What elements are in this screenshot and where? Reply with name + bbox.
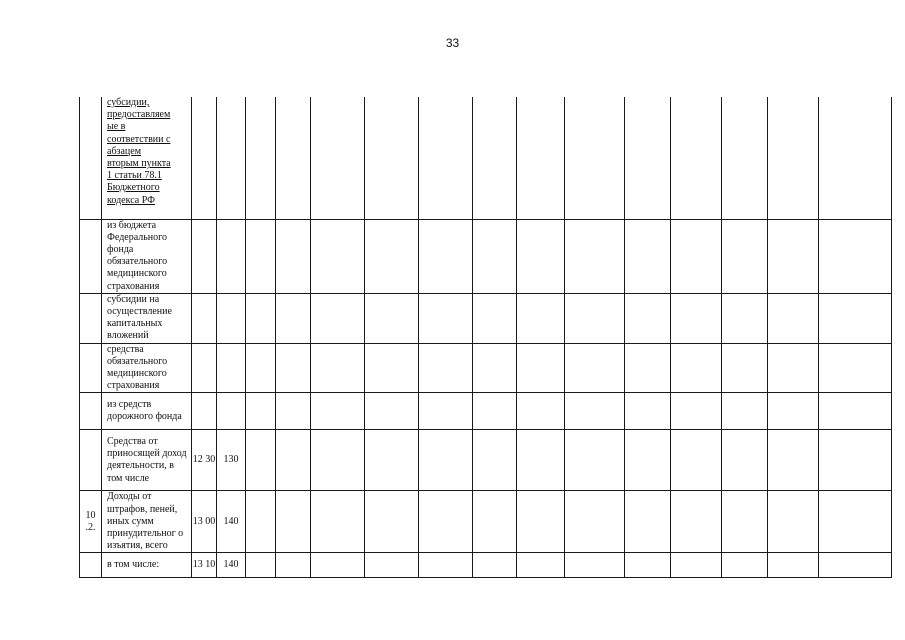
table-cell [722,393,768,430]
table-cell [768,553,819,578]
table-cell [276,430,311,491]
table-cell [671,430,722,491]
table-cell [819,293,892,343]
table-cell [365,343,419,393]
table-cell [276,293,311,343]
table-cell [311,343,365,393]
row-index [80,553,102,578]
table-cell [819,553,892,578]
row-kosgu: 140 [217,491,246,553]
table-cell [565,430,625,491]
description-line: кодекса РФ [107,194,155,206]
table-cell [246,219,276,293]
table-cell [671,491,722,553]
table-cell [722,97,768,219]
row-description: из средств дорожного фонда [102,393,192,430]
table-cell [722,553,768,578]
table-cell [419,430,473,491]
table-cell [246,97,276,219]
table-cell [722,430,768,491]
table-cell [419,343,473,393]
table-cell [246,430,276,491]
table-cell [246,343,276,393]
table-cell [768,393,819,430]
page-number: 33 [445,36,460,50]
table-cell [768,219,819,293]
table-cell [473,491,517,553]
row-code: 13 00 [192,491,217,553]
row-description: субсидии на осуществление капитальных вложений [102,293,192,343]
table-cell [819,219,892,293]
row-index [80,430,102,491]
table-cell [517,393,565,430]
table-cell [768,491,819,553]
table-cell [419,553,473,578]
row-code [192,343,217,393]
table-cell [625,343,671,393]
description-line: ые в [107,121,126,133]
table-cell [473,343,517,393]
table-cell [365,430,419,491]
description-line: абзацем [107,145,142,157]
table-cell [768,293,819,343]
table-cell [246,393,276,430]
table-cell [819,430,892,491]
row-kosgu [217,343,246,393]
row-kosgu [217,293,246,343]
table-cell [625,219,671,293]
table-cell [819,491,892,553]
row-description: Доходы от штрафов, пеней, иных сумм принудительног о изъятия, всего [102,491,192,553]
table-cell [671,293,722,343]
row-index [80,293,102,343]
table-cell [565,491,625,553]
table-cell [722,491,768,553]
row-index [80,97,102,219]
table-cell [246,553,276,578]
table-cell [565,343,625,393]
table-cell [625,430,671,491]
table-cell [311,430,365,491]
table-cell [722,343,768,393]
table-cell [565,293,625,343]
table-cell [517,219,565,293]
row-index: 10 .2. [80,491,102,553]
table-cell [565,219,625,293]
table-cell [365,97,419,219]
table-cell [311,491,365,553]
row-kosgu: 130 [217,430,246,491]
table-cell [671,219,722,293]
table-cell [722,293,768,343]
table-cell [419,293,473,343]
table-cell [419,491,473,553]
table-row [80,553,892,578]
row-description: Средства от приносящей доход деятельности, в том числе [102,430,192,491]
description-line: 1 статьи 78.1 [107,170,162,182]
row-code [192,393,217,430]
table-cell [365,393,419,430]
table-cell [276,491,311,553]
table-cell [276,97,311,219]
row-index [80,343,102,393]
table-cell [365,553,419,578]
table-cell [625,553,671,578]
description-line: субсидии, [107,97,150,108]
table-cell [246,293,276,343]
table-cell [819,393,892,430]
table-cell [276,219,311,293]
table-cell [819,97,892,219]
budget-table [79,97,892,578]
table-cell [671,343,722,393]
table-row [80,393,892,430]
row-code [192,293,217,343]
table-cell [311,553,365,578]
table-row [80,219,892,293]
table-cell [311,219,365,293]
table-cell [625,491,671,553]
row-kosgu: 140 [217,553,246,578]
table-cell [473,97,517,219]
table-cell [311,293,365,343]
table-cell [276,553,311,578]
table-row [80,430,892,491]
table-cell [565,393,625,430]
table-cell [311,393,365,430]
table-cell [419,393,473,430]
row-description: в том числе: [102,553,192,578]
description-line: вторым пункта [107,158,171,170]
row-kosgu [217,393,246,430]
table-cell [722,219,768,293]
description-line: предоставляем [107,109,171,121]
table-cell [276,343,311,393]
table-cell [517,430,565,491]
table-cell [311,97,365,219]
table-cell [473,219,517,293]
table-cell [365,219,419,293]
table-cell [473,393,517,430]
description-line: соответствии с [107,133,171,145]
row-description [102,97,192,219]
table-cell [671,553,722,578]
table-cell [768,97,819,219]
table-cell [517,553,565,578]
row-description: средства обязательного медицинского страхования [102,343,192,393]
table-cell [768,430,819,491]
row-index [80,393,102,430]
row-kosgu [217,97,246,219]
table-cell [276,393,311,430]
row-code [192,219,217,293]
table-cell [473,293,517,343]
table-cell [246,491,276,553]
table-cell [625,97,671,219]
description-line: Бюджетного [107,182,160,194]
table-cell [517,491,565,553]
table-cell [819,343,892,393]
row-code [192,97,217,219]
table-cell [517,293,565,343]
table-row [80,293,892,343]
row-kosgu [217,219,246,293]
table-cell [419,219,473,293]
table-cell [473,553,517,578]
table-cell [565,97,625,219]
table-cell [365,491,419,553]
table-cell [365,293,419,343]
table-cell [671,393,722,430]
row-code: 13 10 [192,553,217,578]
row-index [80,219,102,293]
table-cell [671,97,722,219]
table-cell [517,343,565,393]
table-row [80,97,892,219]
row-code: 12 30 [192,430,217,491]
table-cell [517,97,565,219]
row-description: из бюджета Федерального фонда обязательного медицинского страхования [102,219,192,293]
table-row [80,343,892,393]
table-cell [565,553,625,578]
table-cell [419,97,473,219]
table-cell [473,430,517,491]
table-cell [625,393,671,430]
table-cell [625,293,671,343]
table-row [80,491,892,553]
table-cell [768,343,819,393]
